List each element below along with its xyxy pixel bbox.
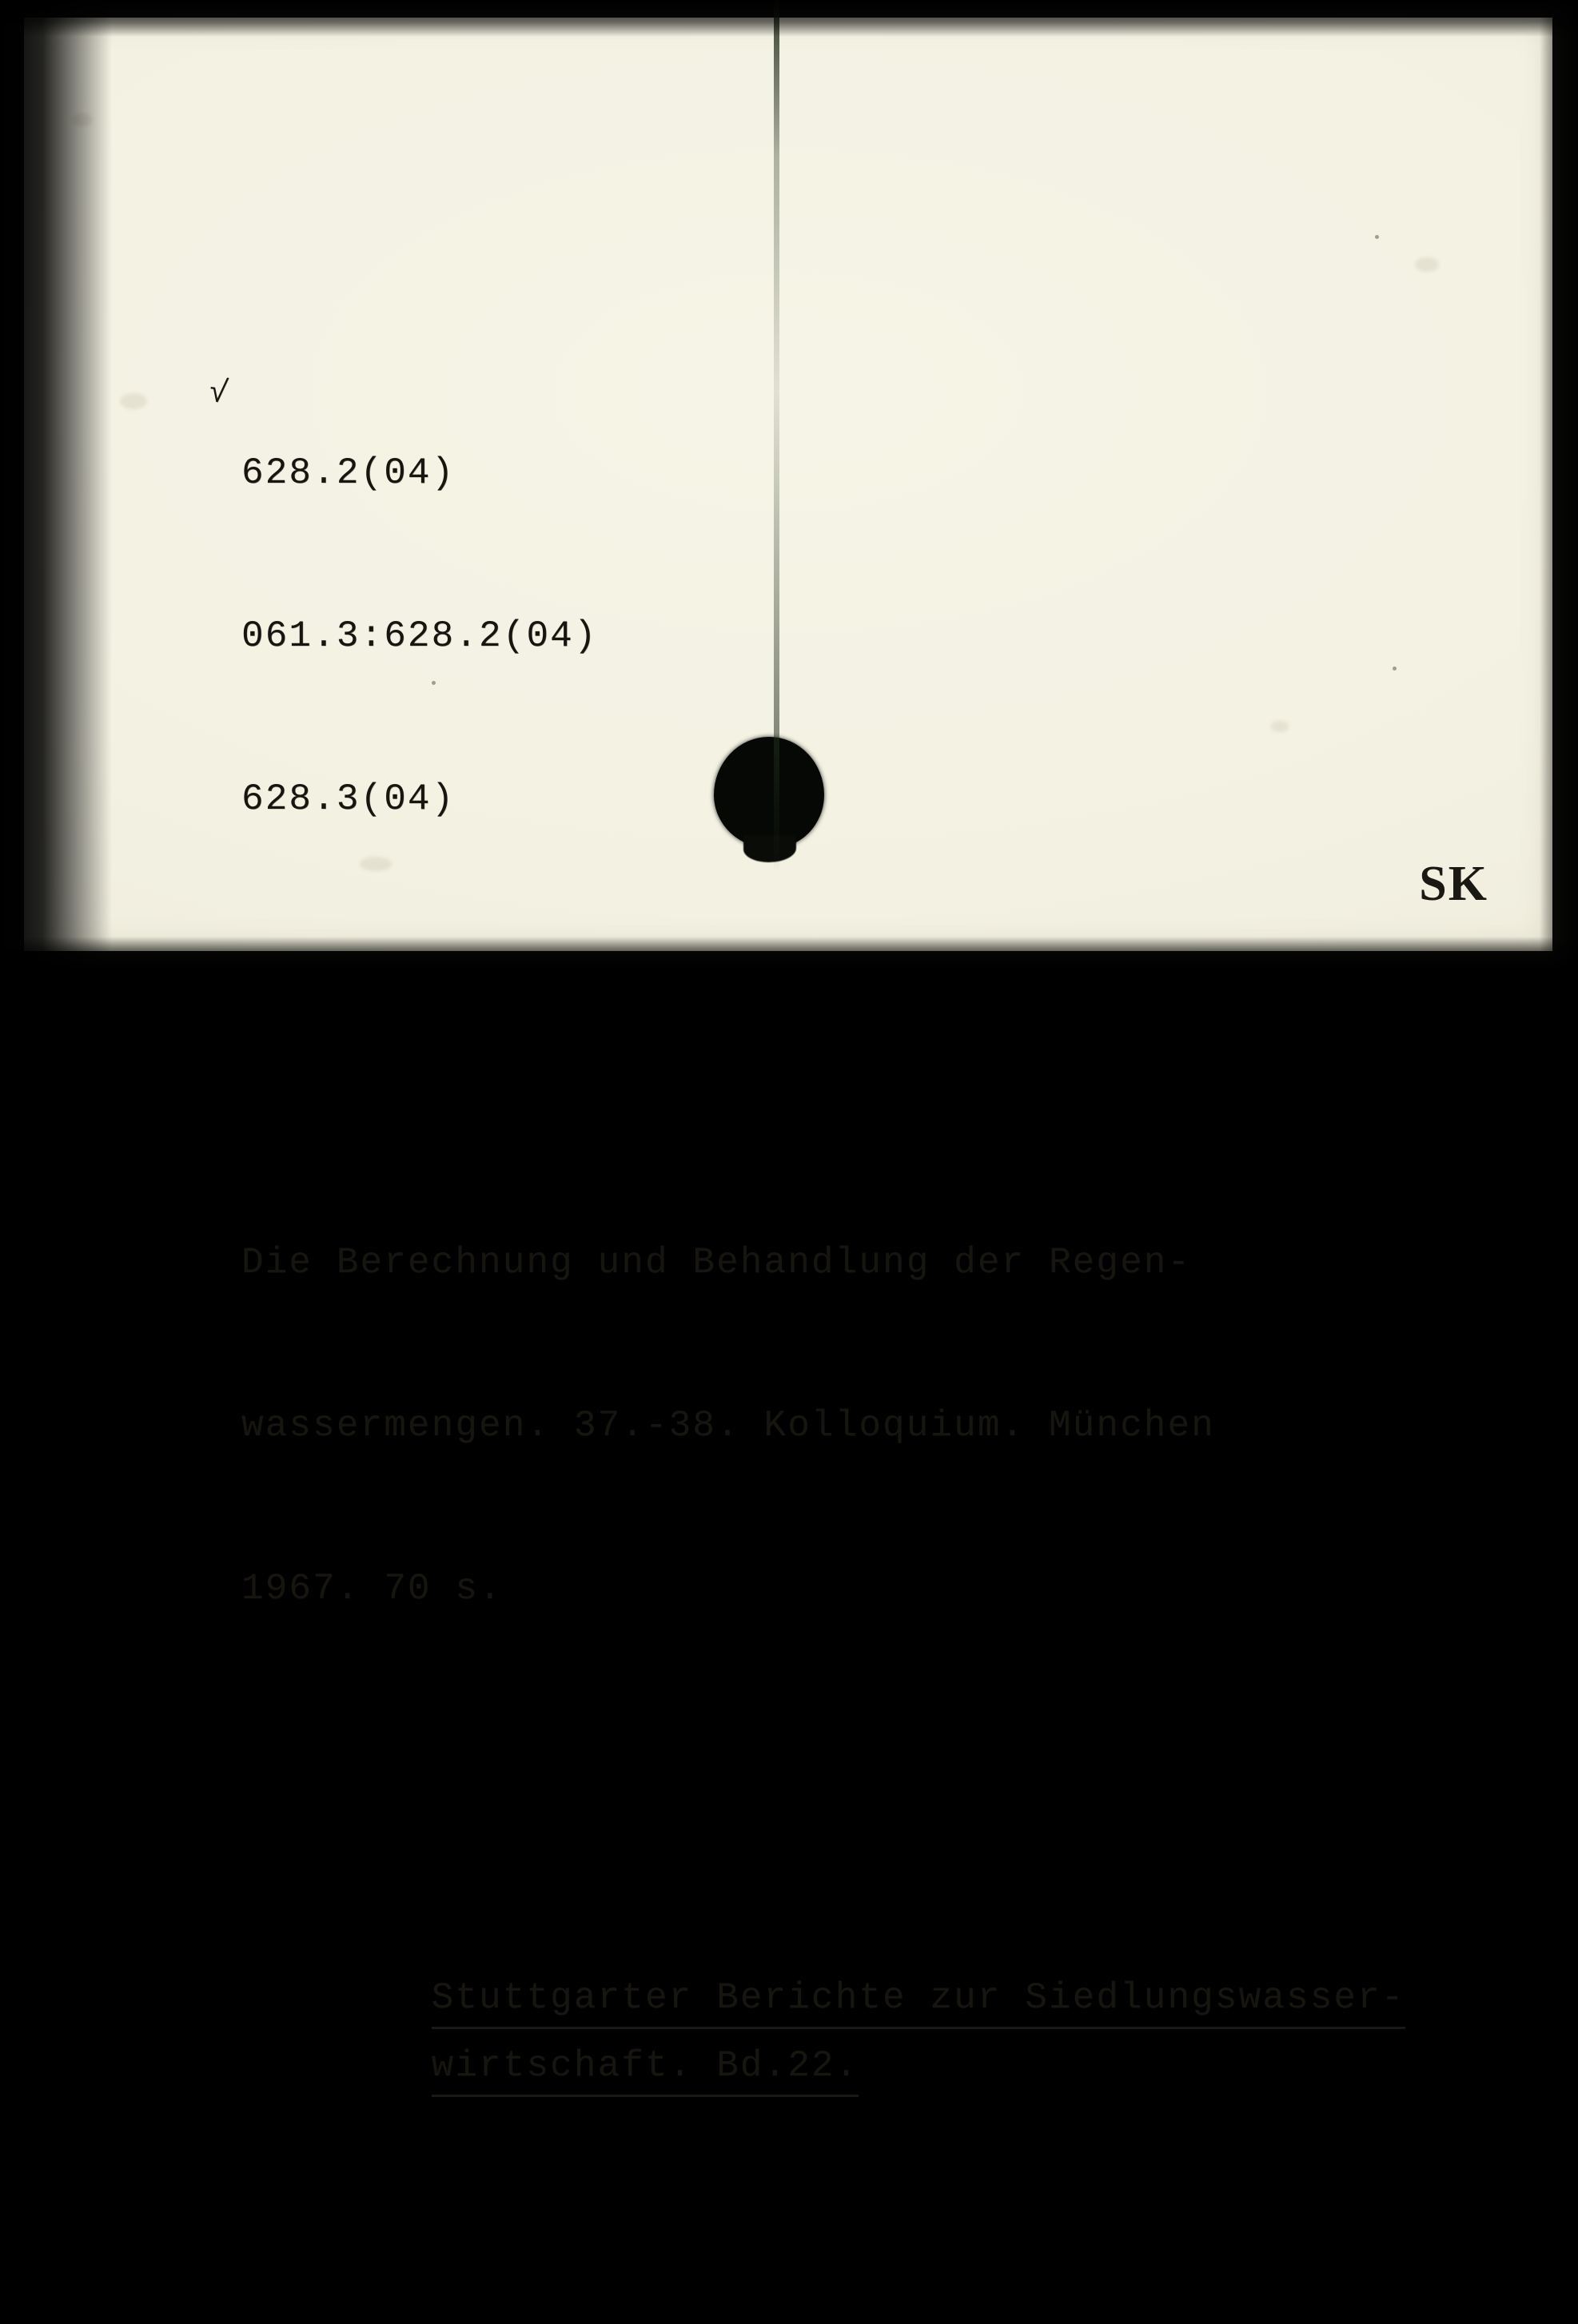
card-text-block — [206, 120, 1488, 2324]
call-number-line-1: 628.2(04) — [241, 452, 456, 494]
title-paragraph — [241, 1127, 1488, 1725]
title-line-3: 1967. 70 s. — [241, 1568, 503, 1610]
call-number-line-3: 628.3(04) — [241, 778, 456, 820]
cataloger-initials: SK — [1419, 857, 1488, 911]
paper-blemish — [120, 393, 147, 409]
series-paragraph — [241, 1916, 1488, 2161]
paper-blemish — [72, 113, 93, 126]
series-line-2: wirtschaft. Bd.22. — [432, 2039, 859, 2097]
call-number-line-2: 061.3:628.2(04) — [241, 615, 598, 657]
check-mark-glyph: √ — [206, 375, 233, 414]
call-number-group — [206, 283, 1488, 935]
title-line-1: Die Berechnung und Behandlung der Regen- — [241, 1242, 1192, 1283]
title-line-2: wassermengen. 37.-38. Kolloquium. München — [241, 1405, 1215, 1447]
series-line-1: Stuttgarter Berichte zur Siedlungswasser- — [432, 1971, 1405, 2029]
punch-hole — [714, 737, 824, 849]
